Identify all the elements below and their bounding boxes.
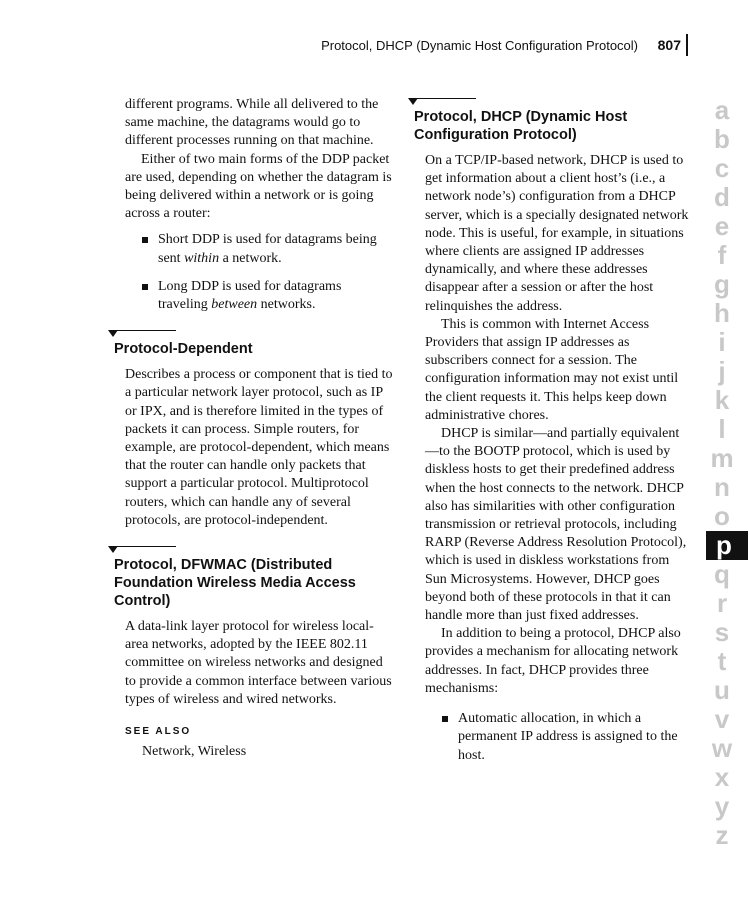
running-header-title: Protocol, DHCP (Dynamic Host Configuration Protocol) [321, 38, 638, 53]
thumb-index-letter-b: b [714, 124, 730, 154]
thumb-index-letter-e: e [714, 211, 730, 241]
thumb-index-letter-v: v [714, 704, 730, 734]
entry-body: A data-link layer protocol for wireless local-area networks, adopted by the IEEE 802.11 committee on wireless networks and designed to provide a common interface between various types of wireless and wired networks. [125, 619, 392, 707]
thumb-index-letter-j: j [718, 356, 726, 386]
right-column [408, 96, 693, 775]
thumb-index-letter-k: k [714, 385, 730, 415]
see-also-label: SEE ALSO [125, 726, 192, 738]
entry-marker [108, 328, 393, 338]
thumb-index-letter-q: q [714, 559, 730, 589]
list-item: Automatic allocation, in which a permanent IP address is assigned to the host. [458, 710, 693, 765]
thumb-index-letter-y: y [714, 791, 730, 821]
thumb-index-letter-g: g [714, 269, 730, 299]
entry-body: In addition to being a protocol, DHCP also provides a mechanism for allocating network addresses. In fact, DHCP provides three mechanisms: [425, 626, 681, 696]
page-number: 807 [657, 37, 681, 53]
thumb-index-letter-o: o [714, 501, 730, 531]
triangle-marker-icon [108, 546, 118, 553]
thumb-index-letter-m: m [710, 443, 734, 473]
entry-protocol-dfwmac [108, 544, 393, 761]
thumb-index-letter-c: c [714, 153, 730, 183]
ddp-bullet-list [108, 231, 393, 314]
entry-heading: Protocol-Dependent [114, 341, 253, 358]
entry-body: On a TCP/IP-based network, DHCP is used to get information about a client host’s (i.e., a network node’s) configuration from a DHCP server, which is a specially designated network node. This is useful, for example, in situations where clients are assigned IP addresses dynamically, and where these addresses disappear after a session or after the host relinquishes the address. [425, 153, 689, 314]
thumb-index-letter-z: z [715, 820, 729, 850]
header-rule [686, 34, 688, 56]
thumb-index-letter-h: h [714, 298, 730, 328]
entry-marker [108, 544, 393, 554]
thumb-index [708, 96, 749, 850]
running-header [300, 34, 688, 60]
thumb-index-letter-p: p [706, 531, 748, 560]
triangle-marker-icon [108, 330, 118, 337]
dhcp-mechanism-list [408, 710, 693, 765]
thumb-index-letter-i: i [718, 327, 726, 357]
thumb-index-letter-s: s [714, 617, 730, 647]
thumb-index-letter-n: n [714, 472, 730, 502]
left-column [108, 96, 393, 761]
thumb-index-letter-x: x [714, 762, 730, 792]
thumb-index-letter-a: a [714, 95, 730, 125]
entry-heading: Protocol, DFWMAC (Distributed Foundation Wireless Media Access Control) [114, 557, 356, 610]
entry-body: This is common with Internet Access Providers that assign IP addresses as subscribers connect for a session. The configuration information may not exist until the client requests it. This helps keep down administrative chores. [425, 316, 679, 423]
entry-marker [408, 96, 693, 106]
list-item: Long DDP is used for datagrams traveling between networks. [158, 278, 393, 314]
entry-protocol-dependent [108, 328, 393, 530]
thumb-index-letter-l: l [718, 414, 726, 444]
entry-heading: Protocol, DHCP (Dynamic Host Configuration Protocol) [414, 109, 628, 143]
entry-protocol-dhcp [408, 96, 693, 765]
thumb-index-letter-d: d [714, 182, 730, 212]
thumb-index-letter-w: w [711, 733, 733, 763]
entry-body: DHCP is similar—and partially equivalent—to the BOOTP protocol, which is used by diskless hosts to get their predefined address when the host connects to the network. DHCP also has similarities with other configuration transmission or retrieval protocols, including RARP (Reverse Address Resolution Protocol), which is used in diskless workstations from Sun Microsystems. However, DHCP goes beyond both of these protocols in that it can handle more than just fixed addresses. [425, 426, 687, 624]
list-item: Short DDP is used for datagrams being sent within a network. [158, 231, 393, 267]
thumb-index-letter-t: t [717, 646, 727, 676]
triangle-marker-icon [408, 98, 418, 105]
entry-body: Describes a process or component that is tied to a particular network layer protocol, such as IP or IPX, and is therefore limited in the types of packets it can process. Simple routers, for example, are protocol-dependent, which means that the router can handle only packets that support a particular protocol. Multiprotocol routers, which can handle any of several protocols, are protocol-independent. [125, 367, 393, 528]
continuation-paragraph: different programs. While all delivered to the same machine, the datagrams would go to different processes running on that machine. [125, 97, 379, 149]
see-also-item: Network, Wireless [142, 744, 247, 760]
thumb-index-letter-u: u [714, 675, 730, 705]
thumb-index-letter-f: f [717, 240, 727, 270]
continuation-paragraph: Either of two main forms of the DDP packet are used, depending on whether the datagram is being delivered within a network or is going across a router: [125, 151, 392, 222]
thumb-index-letter-r: r [716, 588, 728, 618]
